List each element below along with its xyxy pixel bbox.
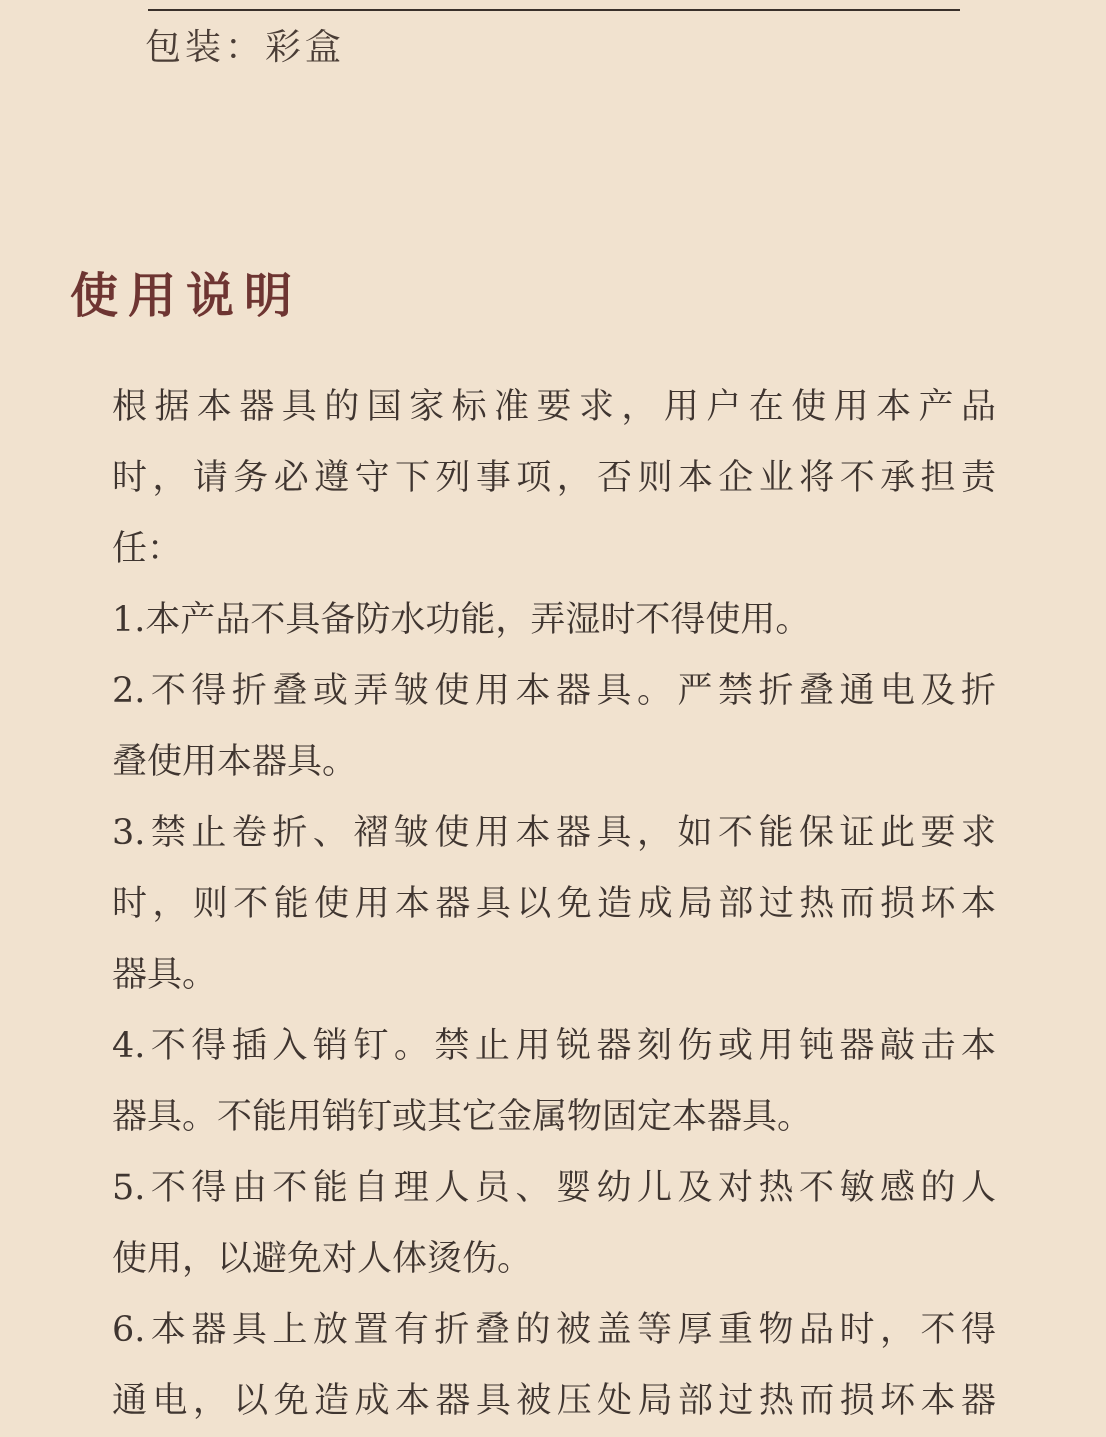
body-line: 时，请务必遵守下列事项，否则本企业将不承担责 xyxy=(112,458,996,498)
body-line: 1.本产品不具备防水功能，弄湿时不得使用。 xyxy=(112,600,811,640)
body-line: 3.禁止卷折、褶皱使用本器具，如不能保证此要求 xyxy=(112,813,996,853)
section-title: 使用说明 xyxy=(70,268,303,324)
body-line: 5.不得由不能自理人员、婴幼儿及对热不敏感的人 xyxy=(112,1168,996,1208)
body-line: 叠使用本器具。 xyxy=(112,742,358,782)
body-line: 4.不得插入销钉。禁止用锐器刻伤或用钝器敲击本 xyxy=(112,1026,996,1066)
body-line: 通电，以免造成本器具被压处局部过热而损坏本器 xyxy=(112,1381,996,1421)
instructions-body xyxy=(112,372,996,1437)
top-divider xyxy=(148,9,960,11)
body-line: 6.本器具上放置有折叠的被盖等厚重物品时，不得 xyxy=(112,1310,996,1350)
body-line: 使用，以避免对人体烫伤。 xyxy=(112,1239,533,1279)
body-line: 器具。 xyxy=(112,955,218,995)
packaging-info: 包装：彩盒 xyxy=(145,27,346,68)
body-line: 任： xyxy=(112,529,183,569)
body-line: 器具。不能用销钉或其它金属物固定本器具。 xyxy=(112,1097,813,1137)
body-line: 时，则不能使用本器具以免造成局部过热而损坏本 xyxy=(112,884,996,924)
body-line: 根据本器具的国家标准要求，用户在使用本产品 xyxy=(112,387,996,427)
body-line: 2.不得折叠或弄皱使用本器具。严禁折叠通电及折 xyxy=(112,671,996,711)
